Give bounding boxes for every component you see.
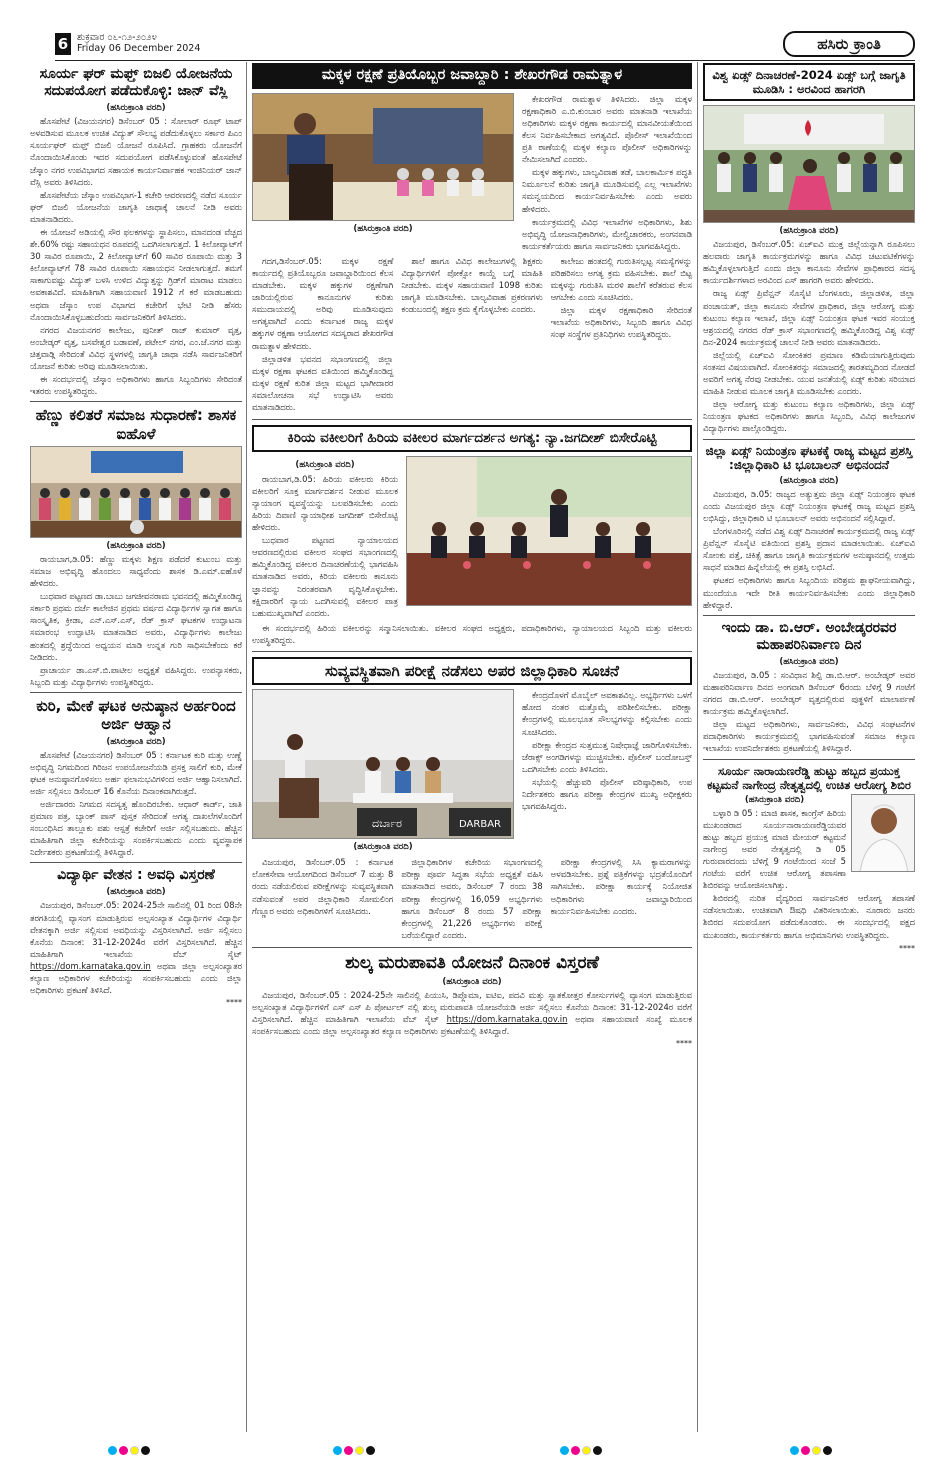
article-scholarship-extension [30,867,242,1007]
paragraph: ಜಿಲ್ಲಾ ಮಕ್ಕಳ ರಕ್ಷಣಾಧಿಕಾರಿ ಸೇರಿದಂತೆ ಇಲಾಖೆಯ ಅಧಿಕಾರಿಗಳು, ಸಿಬ್ಬಂದಿ ಹಾಗೂ ವಿವಿಧ ಸಂಘ ಸಂಸ್ಥೆಗಳ ಪ್ರತಿನಿಧಿಗಳು ಉಪಸ್ಥಿತರಿದ್ದರು. [550,305,692,340]
article-girls-education [30,406,242,688]
article-body-bottom [252,856,692,942]
end-mark: **** [226,998,242,1008]
paragraph: ಶಾಲೆ ಹಾಗೂ ವಿವಿಧ ಕಾಲೇಜುಗಳಲ್ಲಿ ಶಿಕ್ಷಕರು ವಿದ್ಯಾರ್ಥಿಗಳಿಗೆ ಪೋಕ್ಸೋ ಕಾಯ್ದೆ ಬಗ್ಗೆ ಮಾಹಿತಿ ನೀಡಬೇಕು. ಮಕ್ಕಳ ಸಹಾಯವಾಣಿ 1098 ಕುರಿತು ಜಾಗೃತಿ ಮೂಡಿಸಬೇಕು. ಬಾಲ್ಯವಿವಾಹ ಪ್ರಕರಣಗಳು ಕಂಡುಬಂದಲ್ಲಿ ತಕ್ಷಣ ಕ್ರಮ ಕೈಗೊಳ್ಳಬೇಕು ಎಂದರು. [401,255,543,315]
date-kannada: ಶುಕ್ರವಾರ ೦೬-೧೨-೨೦೨೪ [77,32,157,43]
article-body-right [522,689,692,854]
paragraph: ಪ್ರಾಚಾರ್ಯ ಡಾ.ಎಸ್.ಬಿ.ಪಾಟೀಲ ಅಧ್ಯಕ್ಷತೆ ವಹಿಸಿದ್ದರು. ಉಪನ್ಯಾಸಕರು, ಸಿಬ್ಬಂದಿ ಮತ್ತು ವಿದ್ಯಾರ್ಥಿಗಳು ಉಪಸ್ಥಿತರಿದ್ದರು. [30,664,242,687]
headline: ಸೂರ್ಯ ನಾರಾಯಣರೆಡ್ಡಿ ಹುಟ್ಟು ಹಬ್ಬದ ಪ್ರಯುಕ್ತ ಕಟ್ಟಮನೆ ನಾಗೇಂದ್ರ ನೇತೃತ್ವದಲ್ಲಿ ಉಚಿತ ಆರೋಗ್ಯ ಶಿಬಿರ [707,763,911,792]
paragraph: ವಿಜಯಪುರ, ಡಿ.05 : ಸಂವಿಧಾನ ಶಿಲ್ಪಿ ಡಾ.ಬಿ.ಆರ್. ಅಂಬೇಡ್ಕರ್ ಅವರ ಮಹಾಪರಿನಿರ್ವಾಣ ದಿನದ ಅಂಗವಾಗಿ ಡಿಸೆಂಬರ್ 6ರಂದು ಬೆಳಿಗ್ಗೆ 9 ಗಂಟೆಗೆ ನಗರದ ಡಾ.ಬಿ.ಆರ್. ಅಂಬೇಡ್ಕರ್ ವೃತ್ತದಲ್ಲಿರುವ ಪುತ್ಥಳಿಗೆ ಮಾಲಾರ್ಪಣೆ ಕಾರ್ಯಕ್ರಮ ಹಮ್ಮಿಕೊಳ್ಳಲಾಗಿದೆ. [703,669,915,717]
article-body-bottom [252,622,692,646]
photo-illustration [253,94,514,221]
article-top-row [252,689,692,854]
headline: ಜಿಲ್ಲಾ ಏಡ್ಸ್ ನಿಯಂತ್ರಣ ಘಟಕಕ್ಕೆ ರಾಜ್ಯ ಮಟ್ಟದ ಪ್ರಶಸ್ತಿ :ಜಿಲ್ಲಾಧಿಕಾರಿ ಟಿ ಭೂಬಾಲನ್ ಅಭಿನಂದನೆ [705,443,913,473]
source-tag: (ಹಸಿರುಕ್ರಾಂತಿ ವರದಿ) [744,794,805,805]
cyan-dot [333,1446,342,1455]
article-top-row [252,93,692,253]
paragraph: ರಾಯಬಾಗ,ಡಿ.05: ಹೆಣ್ಣು ಮಕ್ಕಳು ಶಿಕ್ಷಣ ಪಡೆದರೆ ಕುಟುಂಬ ಮತ್ತು ಸಮಾಜ ಅಭಿವೃದ್ಧಿ ಹೊಂದಲು ಸಾಧ್ಯವೆಂದು ಶಾಸಕ ಡಿ.ಎಮ್.ಐಹೊಳೆ ಹೇಳಿದರು. [30,553,242,589]
photo-meeting-darbar [252,689,514,839]
paragraph: ಗದಗ,ಡಿಸೆಂಬರ್.05: ಮಕ್ಕಳ ರಕ್ಷಣೆ ಕಾರ್ಯದಲ್ಲಿ ಪ್ರತಿಯೊಬ್ಬರೂ ಜವಾಬ್ದಾರಿಯಿಂದ ಕೆಲಸ ಮಾಡಬೇಕು. ಮಕ್ಕಳ ಹಕ್ಕುಗಳ ರಕ್ಷಣೆಗಾಗಿ ಜಾರಿಯಲ್ಲಿರುವ ಕಾನೂನುಗಳ ಕುರಿತು ಸಮುದಾಯದಲ್ಲಿ ಅರಿವು ಮೂಡಿಸುವುದು ಅಗತ್ಯವಾಗಿದೆ ಎಂದು ಕರ್ನಾಟಕ ರಾಜ್ಯ ಮಕ್ಕಳ ಹಕ್ಕುಗಳ ರಕ್ಷಣಾ ಆಯೋಗದ ಸದಸ್ಯರಾದ ಶೇಖರಗೌಡ ರಾಮತ್ನಾಳ ಹೇಳಿದರು. [252,255,394,351]
photo-illustration [852,795,915,872]
text-column [252,255,393,414]
article-body [703,669,915,755]
text-column [401,255,542,414]
paragraph-text: ವಿಜಯಪುರ, ಡಿಸೆಂಬರ್.05 : 2024-25ನೇ ಸಾಲಿನಲ್ಲಿ ಪಿಯುಸಿ, ಡಿಪ್ಲೊಮಾ, ಐಟಿಐ, ಪದವಿ ಮತ್ತು ಸ್ನಾತಕೋತ್ತರ ಕೋರ್ಸುಗಳಲ್ಲಿ ವ್ಯಾಸಂಗ ಮಾಡುತ್ತಿರುವ ಅಲ್ಪಸಂಖ್ಯಾತ ವಿದ್ಯಾರ್ಥಿಗಳಿಗೆ ಎಸ್ ಎಸ್ ಪಿ ಪೋರ್ಟಲ್ ನಲ್ಲಿ ಶುಲ್ಕ ಮರುಪಾವತಿ ಯೋಜನೆಯಡಿ ಅರ್ಜಿ ಸಲ್ಲಿಸಲು ಕೊನೆಯ ದಿನಾಂಕ: 31-12-2024ರ ವರೆಗೆ ವಿಸ್ತರಿಸಲಾಗಿದೆ. ಹೆಚ್ಚಿನ ಮಾಹಿತಿಗಾಗಿ ಇಲಾಖೆಯ ವೆಬ್ ಸೈಟ್ [252,989,692,1024]
divider [30,401,242,402]
photo-lawyers-day [406,456,692,606]
paragraph: ಕೇಂದ್ರದೊಳಗೆ ಮೊಬೈಲ್ ಅವಕಾಶವಿಲ್ಲ. ಅಭ್ಯರ್ಥಿಗಳು ಒಳಗೆ ಹೋದ ನಂತರ ಮತ್ತೊಮ್ಮೆ ಪರಿಶೀಲಿಸಬೇಕು. ಪರೀಕ್ಷಾ ಕೇಂದ್ರಗಳಲ್ಲಿ ಮೂಲಭೂತ ಸೌಲಭ್ಯಗಳನ್ನು ಕಲ್ಪಿಸಬೇಕು ಎಂದು ಸೂಚಿಸಿದರು. [522,690,692,737]
source-tag: (ಹಸಿರುಕ್ರಾಂತಿ ವರದಿ) [779,475,839,486]
source-tag: (ಹಸಿರುಕ್ರಾಂತಿ ವರದಿ) [779,226,839,237]
photo-college-function [30,446,242,538]
article-body [30,899,242,996]
magenta-dot [571,1446,580,1455]
website-link[interactable]: https://dom.karnataka.gov.in [30,960,151,971]
magenta-dot [119,1446,128,1455]
paragraph-text: ಅಥವಾ ಸಹಾಯವಾಣಿ ಸಂಖ್ಯೆ ಮೂಲಕ ಸಂಪರ್ಕಿಸಬಹುದು ಎಂದು ಜಿಲ್ಲಾ ಅಲ್ಪಸಂಖ್ಯಾತರ ಕಲ್ಯಾಣ ಅಧಿಕಾರಿಗಳು ಪ್ರಕಟಣೆಯಲ್ಲಿ ತಿಳಿಸಿದ್ದಾರೆ. [252,1013,693,1036]
paragraph: ಕಾಲೇಜು ಹಂತದಲ್ಲಿ ಗುರುತಿಸಲ್ಪಟ್ಟ ಸಮಸ್ಯೆಗಳನ್ನು ಪರಿಹರಿಸಲು ಅಗತ್ಯ ಕ್ರಮ ವಹಿಸಬೇಕು. ಶಾಲೆ ಬಿಟ್ಟ ಮಕ್ಕಳನ್ನು ಗುರುತಿಸಿ ಮರಳಿ ಶಾಲೆಗೆ ಕರೆತರುವ ಕೆಲಸ ಆಗಬೇಕು ಎಂದು ಸೂಚಿಸಿದರು. [550,255,692,303]
paragraph: ಬುಧವಾರ ಪಟ್ಟಣದ ಡಾ.ಬಾಬು ಜಗಜೀವನರಾಮ ಭವನದಲ್ಲಿ ಹಮ್ಮಿಕೊಂಡಿದ್ದ ಸರ್ಕಾರಿ ಪ್ರಥಮ ದರ್ಜೆ ಕಾಲೇಜಿನ ಪ್ರಥಮ ವರ್ಷದ ವಿದ್ಯಾರ್ಥಿಗಳ ಸ್ವಾಗತ ಹಾಗೂ ಸಾಂಸ್ಕೃತಿಕ, ಕ್ರೀಡಾ, ಎನ್.ಎಸ್.ಎಸ್, ರೆಡ್ ಕ್ರಾಸ್ ಘಟಕಗಳ ಉದ್ಘಾಟನಾ ಸಮಾರಂಭ ಉದ್ಘಾಟಿಸಿ ಮಾತನಾಡಿದ ಅವರು, ವಿದ್ಯಾರ್ಥಿಗಳು ಕಾಲೇಜು ಹಂತದಲ್ಲಿ ಶ್ರದ್ಧೆಯಿಂದ ಅಧ್ಯಯನ ಮಾಡಿ ಉನ್ನತ ಗುರಿ ಸಾಧಿಸಬೇಕೆಂದು ಕರೆ ನೀಡಿದರು. [30,591,242,662]
paragraph: ರಾಜ್ಯ ಏಡ್ಸ್ ಪ್ರಿವೆನ್ಷನ್ ಸೊಸೈಟಿ ಬೆಂಗಳೂರು, ಜಿಲ್ಲಾಡಳಿತ, ಜಿಲ್ಲಾ ಪಂಚಾಯತ್, ಜಿಲ್ಲಾ ಕಾನೂನು ಸೇವೆಗಳ ಪ್ರಾಧಿಕಾರ, ಜಿಲ್ಲಾ ಆರೋಗ್ಯ ಮತ್ತು ಕುಟುಂಬ ಕಲ್ಯಾಣ ಇಲಾಖೆ, ಜಿಲ್ಲಾ ಏಡ್ಸ್ ನಿಯಂತ್ರಣ ಘಟಕ ಇವರ ಸಂಯುಕ್ತ ಆಶ್ರಯದಲ್ಲಿ ನಗರದ ರೆಡ್ ಕ್ರಾಸ್ ಸಭಾಂಗಣದಲ್ಲಿ ಹಮ್ಮಿಕೊಂಡಿದ್ದ ವಿಶ್ವ ಏಡ್ಸ್ ದಿನ-2024 ಕಾರ್ಯಕ್ರಮಕ್ಕೆ ಚಾಲನೆ ನೀಡಿ ಅವರು ಮಾತನಾಡಿದರು. [703,288,915,347]
paragraph: ರಾಯಬಾಗ,ಡಿ.05: ಹಿರಿಯ ವಕೀಲರು ಕಿರಿಯ ವಕೀಲರಿಗೆ ಸೂಕ್ತ ಮಾರ್ಗದರ್ಶನ ನೀಡುವ ಮೂಲಕ ನ್ಯಾಯಾಂಗ ವ್ಯವಸ್ಥೆಯನ್ನು ಬಲಪಡಿಸಬೇಕು ಎಂದು ಹಿರಿಯ ದಿವಾಣಿ ನ್ಯಾಯಾಧೀಶ ಜಗದೀಶ್ ಬಿಸೇರೊಟ್ಟಿ ಹೇಳಿದರು. [252,473,398,533]
banner-text: ದರ್ಬಾರ [371,817,403,831]
article-surya-ghar [30,66,242,397]
photo-column [252,93,514,253]
end-mark: **** [676,1039,692,1049]
black-dot [141,1446,150,1455]
yellow-dot [812,1446,821,1455]
headline: ಶುಲ್ಕ ಮರುಪಾವತಿ ಯೋಜನೆ ದಿನಾಂಕ ವಿಸ್ತರಣೆ [345,952,599,973]
divider [252,419,692,420]
article-top-row [252,456,692,620]
color-registration-marks [560,1440,620,1450]
article-body [30,553,242,688]
paragraph [252,989,692,1037]
right-column [703,63,915,953]
source-tag: (ಹಸಿರುಕ್ರಾಂತಿ ವರದಿ) [442,976,502,987]
paragraph: ಈ ಯೋಜನೆ ಅಡಿಯಲ್ಲಿ ಸೌರ ಫಲಕಗಳನ್ನು ಸ್ಥಾಪಿಸಲು, ಮಾನದಂಡ ವೆಚ್ಚದ ಶೇ.60% ರಷ್ಟು ಸಹಾಯಧನ ರೂಪದಲ್ಲಿ ಒದಗಿಸಲಾಗುತ್ತದೆ. 1 ಕಿಲೋವ್ಯಾಟ್‌ಗೆ 30 ಸಾವಿರ ರೂಪಾಯಿ, 2 ಕಿಲೋವ್ಯಾಟ್‌ಗೆ 60 ಸಾವಿರ ರೂಪಾಯಿ ಮತ್ತು 3 ಕಿಲೋವ್ಯಾಟ್‌ಗೆ 78 ಸಾವಿರ ರೂಪಾಯಿ ಸಹಾಯಧನ ನೀಡಲಾಗುತ್ತದೆ. ತಮಗೆ ಸಾಕಾಗುವಷ್ಟು ವಿದ್ಯುತ್ ಬಳಸಿ ಉಳಿದ ವಿದ್ಯುತ್ತನ್ನು ಗ್ರಿಡ್‌ಗೆ ಮಾರಾಟ ಮಾಡಲು ಅವಕಾಶವಿದೆ. ಮಾಹಿತಿಗಾಗಿ ಸಹಾಯವಾಣಿ 1912 ಗೆ ಕರೆ ಮಾಡಬಹುದು ಅಥವಾ ಜೆಸ್ಕಾಂ ಉಪ ವಿಭಾಗದ ಕಚೇರಿಗೆ ಭೇಟಿ ನೀಡಿ ಹೆಸರು ನೊಂದಾಯಿಸಿಕೊಳ್ಳಬಹುದೆಂದು ಸಾರ್ವಜನಿಕರಿಗೆ ತಿಳಿಸಿದರು. [30,227,242,322]
paragraph: ಬುಧವಾರ ಪಟ್ಟಣದ ನ್ಯಾಯಾಲಯದ ಆವರಣದಲ್ಲಿರುವ ವಕೀಲರ ಸಂಘದ ಸಭಾಂಗಣದಲ್ಲಿ ಹಮ್ಮಿಕೊಂಡಿದ್ದ ವಕೀಲರ ದಿನಾಚರಣೆಯಲ್ಲಿ ಭಾಗವಹಿಸಿ ಮಾತನಾಡಿದ ಅವರು, ಕಿರಿಯ ವಕೀಲರು ಕಾನೂನು ಜ್ಞಾನವನ್ನು ನಿರಂತರವಾಗಿ ವೃದ್ಧಿಸಿಕೊಳ್ಳಬೇಕು. ಕಕ್ಷಿದಾರರಿಗೆ ನ್ಯಾಯ ಒದಗಿಸುವಲ್ಲಿ ವಕೀಲರ ಪಾತ್ರ ಬಹುಮುಖ್ಯವಾಗಿದೆ ಎಂದರು. [252,535,398,618]
headline: ಕುರಿ, ಮೇಕೆ ಘಟಕ ಅನುಷ್ಠಾನ ಅರ್ಹರಿಂದ ಅರ್ಜಿ ಆಹ್ವಾನ [36,696,236,734]
photo-portrait [851,794,915,872]
left-column [30,63,242,1007]
cyan-dot [108,1446,117,1455]
yellow-dot [582,1446,591,1455]
date-english: Friday 06 December 2024 [77,43,201,54]
magenta-dot [344,1446,353,1455]
paragraph: ಕಾರ್ಯಕ್ರಮದಲ್ಲಿ ವಿವಿಧ ಇಲಾಖೆಗಳ ಅಧಿಕಾರಿಗಳು, ಶಿಶು ಅಭಿವೃದ್ಧಿ ಯೋಜನಾಧಿಕಾರಿಗಳು, ಮೇಲ್ವಿಚಾರಕರು, ಅಂಗನವಾಡಿ ಕಾರ್ಯಕರ್ತೆಯರು ಹಾಗೂ ಸಾರ್ವಜನಿಕರು ಭಾಗವಹಿಸಿದ್ದರು. [522,216,692,251]
article-body [703,238,915,435]
paragraph: ಘಟಕದ ಅಧಿಕಾರಿಗಳು ಹಾಗೂ ಸಿಬ್ಬಂದಿಯ ಪರಿಶ್ರಮ ಶ್ಲಾಘನೀಯವಾಗಿದ್ದು, ಮುಂದೆಯೂ ಇದೇ ರೀತಿ ಕಾರ್ಯನಿರ್ವಹಿಸಬೇಕು ಎಂದು ಜಿಲ್ಲಾಧಿಕಾರಿ ಹೇಳಿದ್ದಾರೆ. [703,575,915,610]
yellow-dot [130,1446,139,1455]
article-junior-lawyers [252,425,692,646]
source-tag: (ಹಸಿರುಕ್ರಾಂತಿ ವರದಿ) [353,223,413,234]
black-dot [593,1446,602,1455]
paragraph: ಈ ಸಂದರ್ಭದಲ್ಲಿ ಹಿರಿಯ ವಕೀಲರನ್ನು ಸನ್ಮಾನಿಸಲಾಯಿತು. ವಕೀಲರ ಸಂಘದ ಅಧ್ಯಕ್ಷರು, ಪದಾಧಿಕಾರಿಗಳು, ನ್ಯಾಯಾಲಯದ ಸಿಬ್ಬಂದಿ ಮತ್ತು ವಕೀಲರು ಉಪಸ್ಥಿತರಿದ್ದರು. [252,622,692,645]
center-column [252,63,692,1048]
paragraph: ಹೊಸಪೇಟೆ (ವಿಜಯನಗರ) ಡಿಸೆಂಬರ್ 05 : ಕರ್ನಾಟಕ ಕುರಿ ಮತ್ತು ಉಣ್ಣೆ ಅಭಿವೃದ್ಧಿ ನಿಗಮದಿಂದ ಗಿರಿಜನ ಉಪಯೋಜನೆಯಡಿ ಪ್ರಸಕ್ತ ಸಾಲಿಗೆ ಕುರಿ, ಮೇಕೆ ಘಟಕ ಅನುಷ್ಠಾನಗೊಳಿಸಲು ಅರ್ಹ ಫಲಾನುಭವಿಗಳಿಂದ ಅರ್ಜಿ ಆಹ್ವಾನಿಸಲಾಗಿದೆ. ಅರ್ಜಿ ಸಲ್ಲಿಸಲು ಡಿಸೆಂಬರ್ 16 ಕೊನೆಯ ದಿನಾಂಕವಾಗಿರುತ್ತದೆ. [30,749,242,796]
dateline [77,32,200,54]
paragraph: ವಿಜಯಪುರ, ಡಿಸೆಂಬರ್.05 : ಕರ್ನಾಟಕ ಲೋಕಸೇವಾ ಆಯೋಗದಿಂದ ಡಿಸೆಂಬರ್ 7 ಮತ್ತು 8 ರಂದು ನಡೆಯಲಿರುವ ಪರೀಕ್ಷೆಗಳನ್ನು ಸುವ್ಯವಸ್ಥಿತವಾಗಿ ನಡೆಸುವಂತೆ ಅಪರ ಜಿಲ್ಲಾಧಿಕಾರಿ ಸೋಮಲಿಂಗ ಗೆಣ್ಣೂರ ಅವರು ಅಧಿಕಾರಿಗಳಿಗೆ ಸೂಚಿಸಿದರು. [252,857,394,916]
paragraph: ಪರೀಕ್ಷಾ ಕೇಂದ್ರದ ಸುತ್ತಮುತ್ತ ನಿಷೇಧಾಜ್ಞೆ ಜಾರಿಗೊಳಿಸಬೇಕು. ಜೆರಾಕ್ಸ್ ಅಂಗಡಿಗಳನ್ನು ಮುಚ್ಚಿಸಬೇಕು. ಪೊಲೀಸ್ ಬಂದೋಬಸ್ತ್ ಒದಗಿಸಬೇಕು ಎಂದು ತಿಳಿಸಿದರು. [522,739,692,774]
article-body [30,115,242,397]
page-number: 6 [55,33,71,55]
paragraph: ಶಿಬಿರದಲ್ಲಿ ನುರಿತ ವೈದ್ಯರಿಂದ ಸಾರ್ವಜನಿಕರ ಆರೋಗ್ಯ ತಪಾಸಣೆ ನಡೆಸಲಾಯಿತು. ಉಚಿತವಾಗಿ ಔಷಧಿ ವಿತರಿಸಲಾಯಿತು. ನೂರಾರು ಜನರು ಶಿಬಿರದ ಸದುಪಯೋಗ ಪಡೆದುಕೊಂಡರು. ಈ ಸಂದರ್ಭದಲ್ಲಿ ಪಕ್ಷದ ಮುಖಂಡರು, ಕಾರ್ಯಕರ್ತರು ಹಾಗೂ ಅಭಿಮಾನಿಗಳು ಉಪಸ್ಥಿತರಿದ್ದರು. [703,893,915,940]
article-content [703,792,915,942]
column-rule-right [697,62,698,1432]
headline: ಕಿರಿಯ ವಕೀಲರಿಗೆ ಹಿರಿಯ ವಕೀಲರ ಮಾರ್ಗದರ್ಶನ ಅಗತ್ಯ: ನ್ಯಾ.ಜಗದೀಶ್ ಬಿಸೇರೊಟ್ಟಿ [252,425,692,451]
black-dot [366,1446,375,1455]
magenta-dot [801,1446,810,1455]
cyan-dot [790,1446,799,1455]
source-tag: (ಹಸಿರುಕ್ರಾಂತಿ ವರದಿ) [295,459,355,470]
article-fee-reimbursement [252,953,692,1048]
paragraph: ಸಭೆಯಲ್ಲಿ ಹೆಚ್ಚುವರಿ ಪೊಲೀಸ್ ವರಿಷ್ಠಾಧಿಕಾರಿ, ಉಪ ನಿರ್ದೇಶಕರು ಹಾಗೂ ಪರೀಕ್ಷಾ ಕೇಂದ್ರಗಳ ಮುಖ್ಯ ಅಧೀಕ್ಷಕರು ಭಾಗವಹಿಸಿದ್ದರು. [522,776,692,812]
photo-aids-day-event [703,105,915,223]
paragraph-text: ಅಥವಾ ಜಿಲ್ಲಾ ಅಲ್ಪಸಂಖ್ಯಾತರ ಕಲ್ಯಾಣ ಅಧಿಕಾರಿಗಳ ಕಚೇರಿಯನ್ನು ಸಂಪರ್ಕಿಸಬಹುದು ಎಂದು ಜಿಲ್ಲಾ ಅಧಿಕಾರಿಗಳು ಪ್ರಕಟಣೆ ತಿಳಿಸಿದೆ. [30,960,242,996]
article-ambedkar-day [703,620,915,755]
article-world-aids-day [703,63,915,435]
paragraph: ಅರ್ಜಿದಾರರು ನಿಗಮದ ಸದಸ್ಯತ್ವ ಹೊಂದಿರಬೇಕು. ಆಧಾರ್ ಕಾರ್ಡ್, ಜಾತಿ ಪ್ರಮಾಣ ಪತ್ರ, ಬ್ಯಾಂಕ್ ಪಾಸ್ ಪುಸ್ತಕ ಸೇರಿದಂತೆ ಅಗತ್ಯ ದಾಖಲೆಗಳೊಂದಿಗೆ ಸಂಬಂಧಿಸಿದ ತಾಲ್ಲೂಕು ಪಶು ಆಸ್ಪತ್ರೆ ಕಚೇರಿಗೆ ಅರ್ಜಿ ಸಲ್ಲಿಸಬಹುದು. ಹೆಚ್ಚಿನ ಮಾಹಿತಿಗಾಗಿ ಜಿಲ್ಲಾ ಕಚೇರಿಯನ್ನು ಸಂಪರ್ಕಿಸಬಹುದು ಎಂದು ವ್ಯವಸ್ಥಾಪಕ ನಿರ್ದೇಶಕರು ಪ್ರಕಟಣೆಯಲ್ಲಿ ತಿಳಿಸಿದ್ದಾರೆ. [30,798,242,858]
divider [252,651,692,652]
article-child-protection [252,63,692,414]
headline: ವಿಶ್ವ ಏಡ್ಸ್ ದಿನಾಚರಣೆ-2024 ಏಡ್ಸ್ ಬಗ್ಗೆ ಜಾಗೃತಿ ಮೂಡಿಸಿ : ಅರವಿಂದ ಹಾಗರಗಿ [703,63,915,101]
paragraph: ಜಿಲ್ಲಾ ಮಟ್ಟದ ಅಧಿಕಾರಿಗಳು, ಸಾರ್ವಜನಿಕರು, ವಿವಿಧ ಸಂಘಟನೆಗಳ ಪದಾಧಿಕಾರಿಗಳು ಕಾರ್ಯಕ್ರಮದಲ್ಲಿ ಭಾಗವಹಿಸುವಂತೆ ಸಮಾಜ ಕಲ್ಯಾಣ ಇಲಾಖೆಯ ಉಪನಿರ್ದೇಶಕರು ಪ್ರಕಟಣೆಯಲ್ಲಿ ತಿಳಿಸಿದ್ದಾರೆ. [703,719,915,754]
yellow-dot [355,1446,364,1455]
source-tag: (ಹಸಿರುಕ್ರಾಂತಿ ವರದಿ) [106,540,166,551]
photo-speaker-podium [252,93,514,221]
headline: ವಿದ್ಯಾರ್ಥಿ ವೇತನ : ಅವಧಿ ವಿಸ್ತರಣೆ [57,867,215,884]
article-aids-unit-award [703,444,915,611]
paragraph: ನಗರದ ವಿಜಯನಗರ ಕಾಲೇಜು, ಪುನೀತ್ ರಾಜ್ ಕುಮಾರ್ ವೃತ್ತ, ಅಂಬೇಡ್ಕರ್ ವೃತ್ತ, ಬಸವೇಶ್ವರ ಬಡಾವಣೆ, ಪಟೇಲ್ ನಗರ, ಎಂ.ಜೆ.ನಗರ ಮತ್ತು ಚಿತ್ತವಾಡ್ಗಿ ಸೇರಿದಂತೆ ವಿವಿಧ ಸ್ಥಳಗಳಲ್ಲಿ ಜಾಗೃತಿ ಜಾಥಾ ನಡೆಸಿ ಸಾರ್ವಜನಿಕರಿಗೆ ಯೋಜನೆ ಕುರಿತು ಅರಿವು ಮೂಡಿಸಲಾಯಿತು. [30,324,242,372]
column-rule-left [246,62,247,1432]
cyan-dot [560,1446,569,1455]
divider [252,947,692,948]
paragraph: ಹೊಸಪೇಟೆಯ ಜೆಸ್ಕಾಂ ಉಪವಿಭಾಗ-1 ಕಚೇರಿ ಆವರಣದಲ್ಲಿ ನಡೆದ ಸೂರ್ಯ ಘರ್ ಬಿಜಲಿ ಯೋಜನೆಯ ಜಾಗೃತಿ ಜಾಥಾಕ್ಕೆ ಚಾಲನೆ ನೀಡಿ ಅವರು ಮಾತನಾಡಿದರು. [30,189,242,224]
article-body [703,488,915,611]
source-tag: (ಹಸಿರುಕ್ರಾಂತಿ ವರದಿ) [106,103,166,114]
paragraph: ಜಿಲ್ಲಾ ಆರೋಗ್ಯ ಮತ್ತು ಕುಟುಂಬ ಕಲ್ಯಾಣ ಅಧಿಕಾರಿಗಳು, ಜಿಲ್ಲಾ ಏಡ್ಸ್ ನಿಯಂತ್ರಣ ಘಟಕದ ಅಧಿಕಾರಿಗಳು ಹಾಗೂ ಸಿಬ್ಬಂದಿ, ವಿವಿಧ ಕಾಲೇಜುಗಳ ವಿದ್ಯಾರ್ಥಿಗಳು ಪಾಲ್ಗೊಂಡಿದ್ದರು. [703,399,915,434]
paragraph: ವಿಜಯಪುರ, ಡಿಸೆಂಬರ್.05: ಏಚ್‌ಐವಿ ಮುಕ್ತ ಜಿಲ್ಲೆಯನ್ನಾಗಿ ರೂಪಿಸಲು ಹಲವಾರು ಜಾಗೃತಿ ಕಾರ್ಯಕ್ರಮಗಳನ್ನು ಹಾಗೂ ವಿವಿಧ ಚಟುವಟಿಕೆಗಳನ್ನು ಹಮ್ಮಿಕೊಳ್ಳಲಾಗುತ್ತಿದೆ ಎಂದು ಜಿಲ್ಲಾ ಕಾನೂನು ಸೇವೆಗಳ ಪ್ರಾಧಿಕಾರದ ಸದಸ್ಯ ಕಾರ್ಯದರ್ಶಿಗಳಾದ ಅರವಿಂದ ಎಸ್ ಹಾಗರಗಿ ಅವರು ಹೇಳಿದರು. [703,239,915,286]
website-link[interactable]: https://dom.karnataka.gov.in [446,1013,568,1024]
text-column [551,255,692,414]
paragraph: ಮಕ್ಕಳ ಹಕ್ಕುಗಳು, ಬಾಲ್ಯವಿವಾಹ ತಡೆ, ಬಾಲಕಾರ್ಮಿಕ ಪದ್ಧತಿ ನಿರ್ಮೂಲನೆ ಕುರಿತು ಜಾಗೃತಿ ಮೂಡಿಸುವಲ್ಲಿ ಎಲ್ಲ ಇಲಾಖೆಗಳು ಸಮನ್ವಯದಿಂದ ಕಾರ್ಯನಿರ್ವಹಿಸಬೇಕು ಎಂದು ಅವರು ಹೇಳಿದರು. [522,167,692,214]
header-rule [55,60,915,61]
text-column [252,856,393,942]
paragraph: ಹೊಸಪೇಟೆ (ವಿಜಯನಗರ) ಡಿಸೆಂಬರ್ 05 : ಸೋಲಾರ್ ರೂಫ್ ಟಾಪ್ ಅಳವಡಿಸುವ ಮೂಲಕ ಉಚಿತ ವಿದ್ಯುತ್ ಸೌಲಭ್ಯ ಪಡೆದುಕೊಳ್ಳಲು ಸರ್ಕಾರ ಪಿಎಂ ಸೂರ್ಯಘರ್ ಮಫ್ತ್ ಬಿಜಲಿ ಯೋಜನೆ ರೂಪಿಸಿದೆ. ಗ್ರಾಹಕರು ಯೋಜನೆಗೆ ನೊಂದಾಯಿಸಿಕೊಂಡು ಇದರ ಸದುಪಯೋಗ ಪಡೆಸಿಕೊಳ್ಳುವಂತೆ ಹೊಸಪೇಟೆ ಜೆಸ್ಕಾಂ ನಗರ ಉಪವಿಭಾಗದ ಸಹಾಯಕ ಕಾರ್ಯನಿರ್ವಾಹಕ ಇಂಜಿನಿಯರ್ ಜಾನ್ ವೆಸ್ಲಿ ಅವರು ತಿಳಿಸಿದರು. [30,116,242,187]
article-body-right [522,93,692,253]
headline: ಇಂದು ಡಾ. ಬಿ.ಆರ್. ಅಂಬೇಡ್ಕರರವರ ಮಹಾಪರಿನಿರ್ವಾಣ ದಿನ [721,619,897,653]
divider [703,615,915,616]
divider [30,862,242,863]
article-body [30,749,242,859]
article-exam-conduct [252,657,692,942]
paragraph: ಜಿಲ್ಲಾಡಳಿತ ಭವನದ ಸಭಾಂಗಣದಲ್ಲಿ ಜಿಲ್ಲಾ ಮಕ್ಕಳ ರಕ್ಷಣಾ ಘಟಕದ ವತಿಯಿಂದ ಹಮ್ಮಿಕೊಂಡಿದ್ದ ಮಕ್ಕಳ ರಕ್ಷಣೆ ಕುರಿತ ಜಿಲ್ಲಾ ಮಟ್ಟದ ಭಾಗೀದಾರರ ಸಮಾಲೋಚನಾ ಸಭೆ ಉದ್ಘಾಟಿಸಿ ಅವರು ಮಾತನಾಡಿದರು. [252,353,394,413]
divider [703,759,915,760]
article-body [252,989,692,1037]
article-sheep-goat-unit [30,697,242,858]
photo-illustration [704,106,915,223]
black-dot [823,1446,832,1455]
article-health-camp [703,764,915,953]
color-registration-marks [333,1440,393,1450]
source-tag: (ಹಸಿರುಕ್ರಾಂತಿ ವರದಿ) [779,656,839,667]
photo-illustration [407,457,691,606]
photo-column [252,689,514,854]
paragraph: ಜಿಲ್ಲಾಧಿಕಾರಿಗಳ ಕಚೇರಿಯ ಸಭಾಂಗಣದಲ್ಲಿ ಪರೀಕ್ಷಾ ಪೂರ್ವ ಸಿದ್ಧತಾ ಸಭೆಯ ಅಧ್ಯಕ್ಷತೆ ವಹಿಸಿ ಮಾತನಾಡಿದ ಅವರು, ಡಿಸೆಂಬರ್ 7 ರಂದು 38 ಪರೀಕ್ಷಾ ಕೇಂದ್ರಗಳಲ್ಲಿ 16,059 ಅಭ್ಯರ್ಥಿಗಳು ಹಾಗೂ ಡಿಸೆಂಬರ್ 8 ರಂದು 57 ಪರೀಕ್ಷಾ ಕೇಂದ್ರಗಳಲ್ಲಿ 21,226 ಅಭ್ಯರ್ಥಿಗಳು ಪರೀಕ್ಷೆ ಬರೆಯಲಿದ್ದಾರೆ ಎಂದರು. [401,857,543,940]
paragraph: ಪರೀಕ್ಷಾ ಕೇಂದ್ರಗಳಲ್ಲಿ ಸಿಸಿ ಕ್ಯಾಮರಾಗಳನ್ನು ಅಳವಡಿಸಬೇಕು. ಪ್ರಶ್ನೆ ಪತ್ರಿಕೆಗಳನ್ನು ಭದ್ರತೆಯೊಂದಿಗೆ ಸಾಗಿಸಬೇಕು. ಪರೀಕ್ಷಾ ಕಾರ್ಯಕ್ಕೆ ನಿಯೋಜಿತ ಅಧಿಕಾರಿಗಳು ಜವಾಬ್ದಾರಿಯಿಂದ ಕಾರ್ಯನಿರ್ವಹಿಸಬೇಕು ಎಂದರು. [550,857,692,916]
paragraph: ಜಿಲ್ಲೆಯಲ್ಲಿ ಏಚ್‌ಐವಿ ಸೋಂಕಿತರ ಪ್ರಮಾಣ ಕಡಿಮೆಯಾಗುತ್ತಿರುವುದು ಸಂತಸದ ವಿಷಯವಾಗಿದೆ. ಸೋಂಕಿತರನ್ನು ಸಮಾಜದಲ್ಲಿ ತಾರತಮ್ಯದಿಂದ ನೋಡದೆ ಅವರಿಗೆ ಅಗತ್ಯ ನೆರವು ನೀಡಬೇಕು. ಯುವ ಜನತೆಯಲ್ಲಿ ಏಡ್ಸ್ ಕುರಿತು ಸರಿಯಾದ ಮಾಹಿತಿ ನೀಡುವ ಮೂಲಕ ಜಾಗೃತಿ ಮೂಡಿಸಬೇಕು ಎಂದರು. [703,349,915,397]
paragraph: ಕೇಖರಗೌಡ ರಾಮತ್ನಾಳ ತಿಳಿಸಿದರು. ಜಿಲ್ಲಾ ಮಕ್ಕಳ ರಕ್ಷಣಾಧಿಕಾರಿ ಎ.ಬಿ.ಕುಂಬಾರ ಅವರು ಮಾತನಾಡಿ ಇಲಾಖೆಯ ಅಧಿಕಾರಿಗಳು ಮಕ್ಕಳ ರಕ್ಷಣಾ ಕಾರ್ಯದಲ್ಲಿ ಮಾನವೀಯತೆಯಿಂದ ಕೆಲಸ ನಿರ್ವಹಿಸಬೇಕಾದ ಅಗತ್ಯವಿದೆ. ಪೊಲೀಸ್ ಇಲಾಖೆಯಿಂದ ಪ್ರತಿ ಠಾಣೆಯಲ್ಲಿ ಮಕ್ಕಳ ಕಲ್ಯಾಣ ಪೊಲೀಸ್ ಅಧಿಕಾರಿಗಳನ್ನು ನೇಮಿಸಲಾಗಿದೆ ಎಂದರು. [522,93,692,165]
headline: ಸೂರ್ಯ ಘರ್ ಮಫ್ತ್ ಬಿಜಲಿ ಯೋಜನೆಯ ಸದುಪಯೋಗ ಪಡೆದುಕೊಳ್ಳಿ: ಜಾನ್ ವೆಸ್ಲಿ [39,66,233,100]
headline: ಸುವ್ಯವಸ್ಥಿತವಾಗಿ ಪರೀಕ್ಷೆ ನಡೆಸಲು ಅಪರ ಜಿಲ್ಲಾಧಿಕಾರಿ ಸೂಚನೆ [252,657,692,685]
source-tag: (ಹಸಿರುಕ್ರಾಂತಿ ವರದಿ) [106,736,166,747]
headline: ಮಕ್ಕಳ ರಕ್ಷಣೆ ಪ್ರತಿಯೊಬ್ಬರ ಜವಾಬ್ದಾರಿ : ಶೇಖರಗೌಡ ರಾಮತ್ನಾಳ [252,63,692,89]
page-header [55,31,915,57]
divider [703,439,915,440]
banner-text: DARBAR [459,819,501,831]
color-registration-marks [108,1440,168,1450]
end-mark: **** [899,943,915,953]
article-body-bottom [252,255,692,414]
divider [30,692,242,693]
text-column [401,856,542,942]
paragraph-text: ವಿಜಯಪುರ, ಡಿಸೆಂಬರ್.05: 2024-25ನೇ ಸಾಲಿನಲ್ಲಿ 01 ರಿಂದ 08ನೇ ತರಗತಿಯಲ್ಲಿ ವ್ಯಾಸಂಗ ಮಾಡುತ್ತಿರುವ ಅಲ್ಪಸಂಖ್ಯಾತ ವಿದ್ಯಾರ್ಥಿಗಳ ವಿದ್ಯಾರ್ಥಿ ವೇತನಕ್ಕಾಗಿ ಅರ್ಜಿ ಸಲ್ಲಿಸುವ ಅವಧಿಯನ್ನು ವಿಸ್ತರಿಸಲಾಗಿದೆ. ಅರ್ಜಿ ಸಲ್ಲಿಸಲು ಕೊನೆಯ ದಿನಾಂಕ: 31-12-2024ರ ವರೆಗೆ ವಿಸ್ತರಿಸಲಾಗಿದೆ. ಹೆಚ್ಚಿನ ಮಾಹಿತಿಗಾಗಿ ಇಲಾಖೆಯ ವೆಬ್ ಸೈಟ್ [30,900,242,959]
source-tag: (ಹಸಿರುಕ್ರಾಂತಿ ವರದಿ) [106,887,166,898]
photo-illustration [31,447,242,538]
article-body-left [252,456,398,620]
color-registration-marks [790,1440,850,1450]
text-column [551,856,692,942]
paragraph: ಈ ಸಂದರ್ಭದಲ್ಲಿ ಜೆಸ್ಕಾಂ ಅಧಿಕಾರಿಗಳು ಹಾಗೂ ಸಿಬ್ಬಂದಿಗಳು ಸೇರಿದಂತೆ ಇತರರು ಉಪಸ್ಥಿತರಿದ್ದರು. [30,374,242,397]
paragraph [30,899,242,996]
photo-illustration [253,690,514,839]
headline: ಹೆಣ್ಣು ಕಲಿತರೆ ಸಮಾಜ ಸುಧಾರಣೆ: ಶಾಸಕ ಐಹೊಳೆ [35,406,237,443]
source-tag: (ಹಸಿರುಕ್ರಾಂತಿ ವರದಿ) [353,842,413,853]
paragraph: ಬೆಂಗಳೂರಿನಲ್ಲಿ ನಡೆದ ವಿಶ್ವ ಏಡ್ಸ್ ದಿನಾಚರಣೆ ಕಾರ್ಯಕ್ರಮದಲ್ಲಿ ರಾಜ್ಯ ಏಡ್ಸ್ ಪ್ರಿವೆನ್ಷನ್ ಸೊಸೈಟಿ ವತಿಯಿಂದ ಪ್ರಶಸ್ತಿ ಪ್ರದಾನ ಮಾಡಲಾಯಿತು. ಏಚ್‌ಐವಿ ಸೋಂಕು ಪತ್ತೆ, ಚಿಕಿತ್ಸೆ ಹಾಗೂ ಜಾಗೃತಿ ಕಾರ್ಯಕ್ರಮಗಳ ಅನುಷ್ಠಾನದಲ್ಲಿ ಉತ್ತಮ ಸಾಧನೆ ಮಾಡಿದ ಹಿನ್ನೆಲೆಯಲ್ಲಿ ಈ ಪ್ರಶಸ್ತಿ ಲಭಿಸಿದೆ. [703,526,915,573]
paragraph: ಬಳ್ಳಾರಿ ಡಿ 05 : ಮಾಜಿ ಶಾಸಕ, ಕಾಂಗ್ರೆಸ್ ಹಿರಿಯ ಮುಖಂಡರಾದ ಸೂರ್ಯನಾರಾಯಣರೆಡ್ಡಿಯವರ ಹುಟ್ಟು ಹಬ್ಬದ ಪ್ರಯುಕ್ತ ಮಾಜಿ ಮೇಯರ್ ಕಟ್ಟಮನೆ ನಾಗೇಂದ್ರ ಅವರ ನೇತೃತ್ವದಲ್ಲಿ ಡಿ 05 ಗುರುವಾರದಂದು ಬೆಳಿಗ್ಗೆ 9 ಗಂಟೆಯಿಂದ ಸಂಜೆ 5 ಗಂಟೆಯ ವರೆಗೆ ಉಚಿತ ಆರೋಗ್ಯ ತಪಾಸಣಾ ಶಿಬಿರವನ್ನು ಆಯೋಜಿಸಲಾಗಿತ್ತು. [703,807,846,891]
masthead: ಹಸಿರು ಕ್ರಾಂತಿ [783,31,915,57]
paragraph: ವಿಜಯಪುರ, ಡಿ.05: ರಾಜ್ಯದ ಅತ್ಯುತ್ತಮ ಜಿಲ್ಲಾ ಏಡ್ಸ್ ನಿಯಂತ್ರಣ ಘಟಕ ಎಂದು ವಿಜಯಪುರ ಜಿಲ್ಲಾ ಏಡ್ಸ್ ನಿಯಂತ್ರಣ ಘಟಕಕ್ಕೆ ರಾಜ್ಯ ಮಟ್ಟದ ಪ್ರಶಸ್ತಿ ಲಭಿಸಿದ್ದು, ಜಿಲ್ಲಾಧಿಕಾರಿ ಟಿ ಭೂಬಾಲನ್ ಅವರು ಅಭಿನಂದನೆ ಸಲ್ಲಿಸಿದ್ದಾರೆ. [703,488,915,523]
